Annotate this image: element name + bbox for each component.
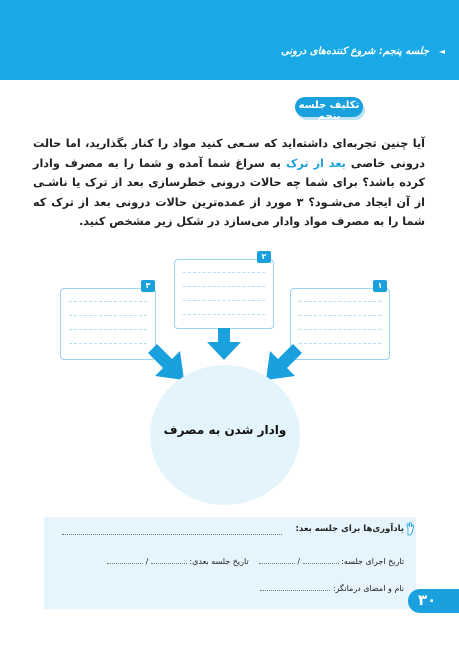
exec-date-field[interactable]: [303, 559, 339, 564]
therapist-signature-field[interactable]: [260, 586, 330, 591]
arrow-down-center-icon: [207, 328, 241, 360]
therapist-row: [260, 584, 404, 593]
chapter-header: [0, 0, 459, 80]
reminder-line[interactable]: [62, 534, 282, 535]
instruction-paragraph: [33, 134, 425, 232]
exec-date-label: تاریخ اجرای جلسه:: [341, 557, 404, 566]
instruction-highlight: بعد از ترک: [285, 156, 346, 170]
instruction-text-1: آیا چنین تجربه‌ای داشته‌اید که سـعی کنید مواد را کنار بگذارید، اما حالت درونی خاصی: [33, 137, 425, 170]
assignment-badge: [295, 97, 363, 122]
instruction-text-2: به سراغ شما آمده و شما را به مصرف وادار کرده باشد؟ برای شما چه حالات درونی خطرسازی بعد از ترک یا ناشـی از آن ایجاد می‌شـود؟ ۳ مورد از عمده‌ترین حالات درونی بعد از ترک که شما را به مصرف مواد وادار می‌سازد در شکل زیر مشخص کنید.: [33, 156, 425, 228]
chapter-title: جلسه پنجم: شروع کننده‌های درونی: [281, 46, 429, 57]
assignment-badge-label: تکلیف جلسه پنجم: [298, 100, 360, 122]
dates-row: تاریخ اجرای جلسه: / تاریخ جلسه بعدی: /: [107, 557, 404, 566]
answer-box-2[interactable]: [174, 259, 274, 329]
triangle-marker-icon: ◄: [438, 47, 445, 56]
page-number: ۳۰: [418, 591, 437, 609]
next-date-field[interactable]: [151, 559, 187, 564]
reminder-title: یادآوری‌ها برای جلسه بعد:: [295, 524, 404, 534]
box-number-1: ۱: [373, 280, 387, 292]
therapist-label: نام و امضای درمانگر:: [332, 584, 404, 593]
hand-icon: [405, 522, 415, 536]
page-number-tab: [408, 589, 459, 613]
central-circle: [150, 365, 300, 505]
circle-label: وادار شدن به مصرف: [163, 423, 287, 437]
answer-box-3[interactable]: [60, 288, 156, 360]
box-number-2: ۲: [257, 251, 271, 263]
answer-box-1[interactable]: [290, 288, 390, 360]
next-date-label: تاریخ جلسه بعدی:: [189, 557, 249, 566]
reminder-box: [44, 517, 416, 609]
box-number-3: ۳: [141, 280, 155, 292]
